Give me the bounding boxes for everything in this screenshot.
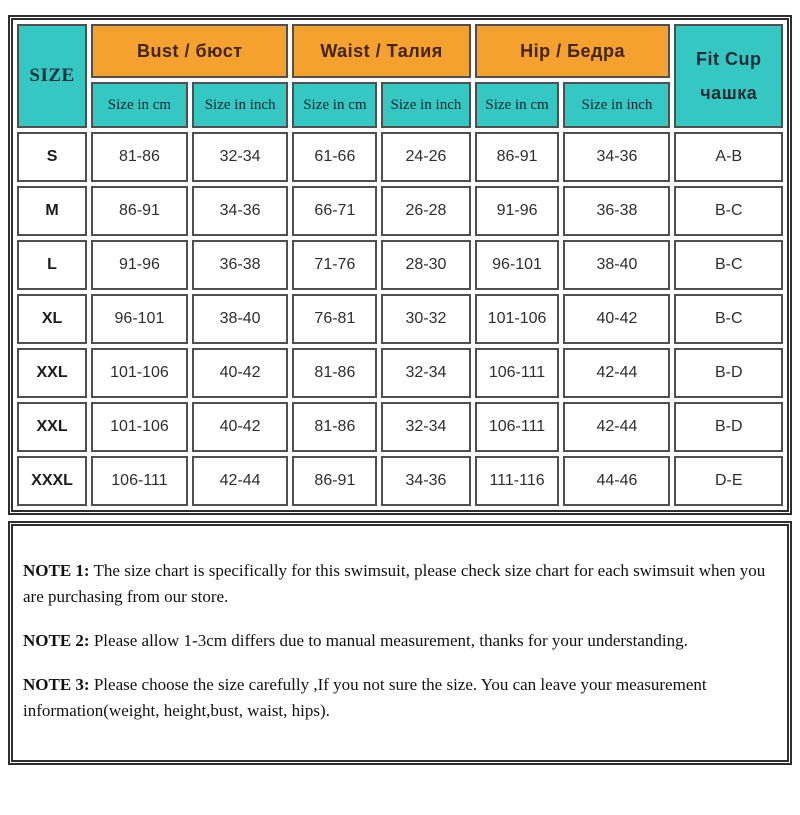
waist-inch-subheader: Size in inch [381, 82, 470, 128]
bust-cm-value: 86-91 [91, 186, 188, 236]
hip-inch-value: 40-42 [563, 294, 670, 344]
hip-header-cell: Hip / Бедра [475, 24, 671, 78]
waist-header-cell: Waist / Талия [292, 24, 470, 78]
hip-inch-value: 42-44 [563, 402, 670, 452]
bust-cm-value: 96-101 [91, 294, 188, 344]
waist-inch-value: 32-34 [381, 402, 470, 452]
note-3-label: NOTE 3: [23, 675, 90, 694]
header-row-units [17, 82, 783, 128]
note-1-text: The size chart is specifically for this swimsuit, please check size chart for each swimsuit when you are purchasing from our store. [23, 561, 766, 606]
bust-cm-value: 106-111 [91, 456, 188, 506]
note-1 [23, 558, 773, 610]
hip-cm-value: 106-111 [475, 402, 560, 452]
waist-cm-value: 86-91 [292, 456, 377, 506]
bust-inch-value: 32-34 [192, 132, 289, 182]
bust-inch-value: 40-42 [192, 348, 289, 398]
waist-cm-value: 71-76 [292, 240, 377, 290]
fit-cup-label-line1: Fit Cup [695, 49, 762, 69]
bust-inch-value: 36-38 [192, 240, 289, 290]
bust-inch-value: 34-36 [192, 186, 289, 236]
waist-cm-value: 81-86 [292, 348, 377, 398]
bust-cm-value: 91-96 [91, 240, 188, 290]
waist-cm-subheader: Size in cm [292, 82, 377, 128]
fit-cup-value: D-E [674, 456, 783, 506]
waist-inch-value: 34-36 [381, 456, 470, 506]
table-row [17, 456, 783, 506]
bust-inch-value: 40-42 [192, 402, 289, 452]
hip-inch-value: 34-36 [563, 132, 670, 182]
waist-inch-value: 30-32 [381, 294, 470, 344]
hip-cm-value: 91-96 [475, 186, 560, 236]
hip-cm-value: 86-91 [475, 132, 560, 182]
bust-cm-value: 101-106 [91, 402, 188, 452]
size-header-cell: SIZE [17, 24, 87, 128]
hip-inch-value: 42-44 [563, 348, 670, 398]
table-row [17, 402, 783, 452]
size-label: XL [17, 294, 87, 344]
bust-cm-value: 101-106 [91, 348, 188, 398]
fit-cup-value: B-D [674, 348, 783, 398]
table-row [17, 294, 783, 344]
fit-cup-value: B-C [674, 294, 783, 344]
hip-inch-value: 44-46 [563, 456, 670, 506]
hip-cm-subheader: Size in cm [475, 82, 560, 128]
hip-inch-value: 36-38 [563, 186, 670, 236]
waist-cm-value: 81-86 [292, 402, 377, 452]
fit-cup-header-cell [674, 24, 783, 128]
waist-cm-value: 66-71 [292, 186, 377, 236]
header-row-groups [17, 24, 783, 78]
size-chart-frame [8, 15, 792, 515]
notes-box [8, 521, 792, 765]
size-label: XXL [17, 348, 87, 398]
size-label: XXL [17, 402, 87, 452]
note-2 [23, 628, 773, 654]
hip-cm-value: 106-111 [475, 348, 560, 398]
size-label: L [17, 240, 87, 290]
note-2-text: Please allow 1-3cm differs due to manual measurement, thanks for your understanding. [89, 631, 688, 650]
waist-inch-value: 32-34 [381, 348, 470, 398]
waist-cm-value: 61-66 [292, 132, 377, 182]
hip-cm-value: 101-106 [475, 294, 560, 344]
waist-inch-value: 26-28 [381, 186, 470, 236]
size-label: XXXL [17, 456, 87, 506]
table-row [17, 186, 783, 236]
note-3 [23, 672, 773, 724]
hip-inch-subheader: Size in inch [563, 82, 670, 128]
fit-cup-value: B-D [674, 402, 783, 452]
size-label: M [17, 186, 87, 236]
table-row [17, 240, 783, 290]
waist-cm-value: 76-81 [292, 294, 377, 344]
note-2-label: NOTE 2: [23, 631, 90, 650]
hip-inch-value: 38-40 [563, 240, 670, 290]
fit-cup-label-line2: чашка [700, 83, 758, 103]
size-label: S [17, 132, 87, 182]
hip-cm-value: 96-101 [475, 240, 560, 290]
note-1-label: NOTE 1: [23, 561, 90, 580]
fit-cup-value: B-C [674, 186, 783, 236]
table-row [17, 132, 783, 182]
waist-inch-value: 28-30 [381, 240, 470, 290]
table-row [17, 348, 783, 398]
waist-inch-value: 24-26 [381, 132, 470, 182]
bust-inch-value: 38-40 [192, 294, 289, 344]
bust-inch-subheader: Size in inch [192, 82, 289, 128]
fit-cup-value: A-B [674, 132, 783, 182]
note-3-text: Please choose the size carefully ,If you not sure the size. You can leave your measurement information(weight, height,bust, waist, hips). [23, 675, 707, 720]
bust-cm-subheader: Size in cm [91, 82, 188, 128]
fit-cup-value: B-C [674, 240, 783, 290]
bust-cm-value: 81-86 [91, 132, 188, 182]
bust-header-cell: Bust / бюст [91, 24, 288, 78]
size-chart-table [13, 20, 787, 510]
bust-inch-value: 42-44 [192, 456, 289, 506]
hip-cm-value: 111-116 [475, 456, 560, 506]
